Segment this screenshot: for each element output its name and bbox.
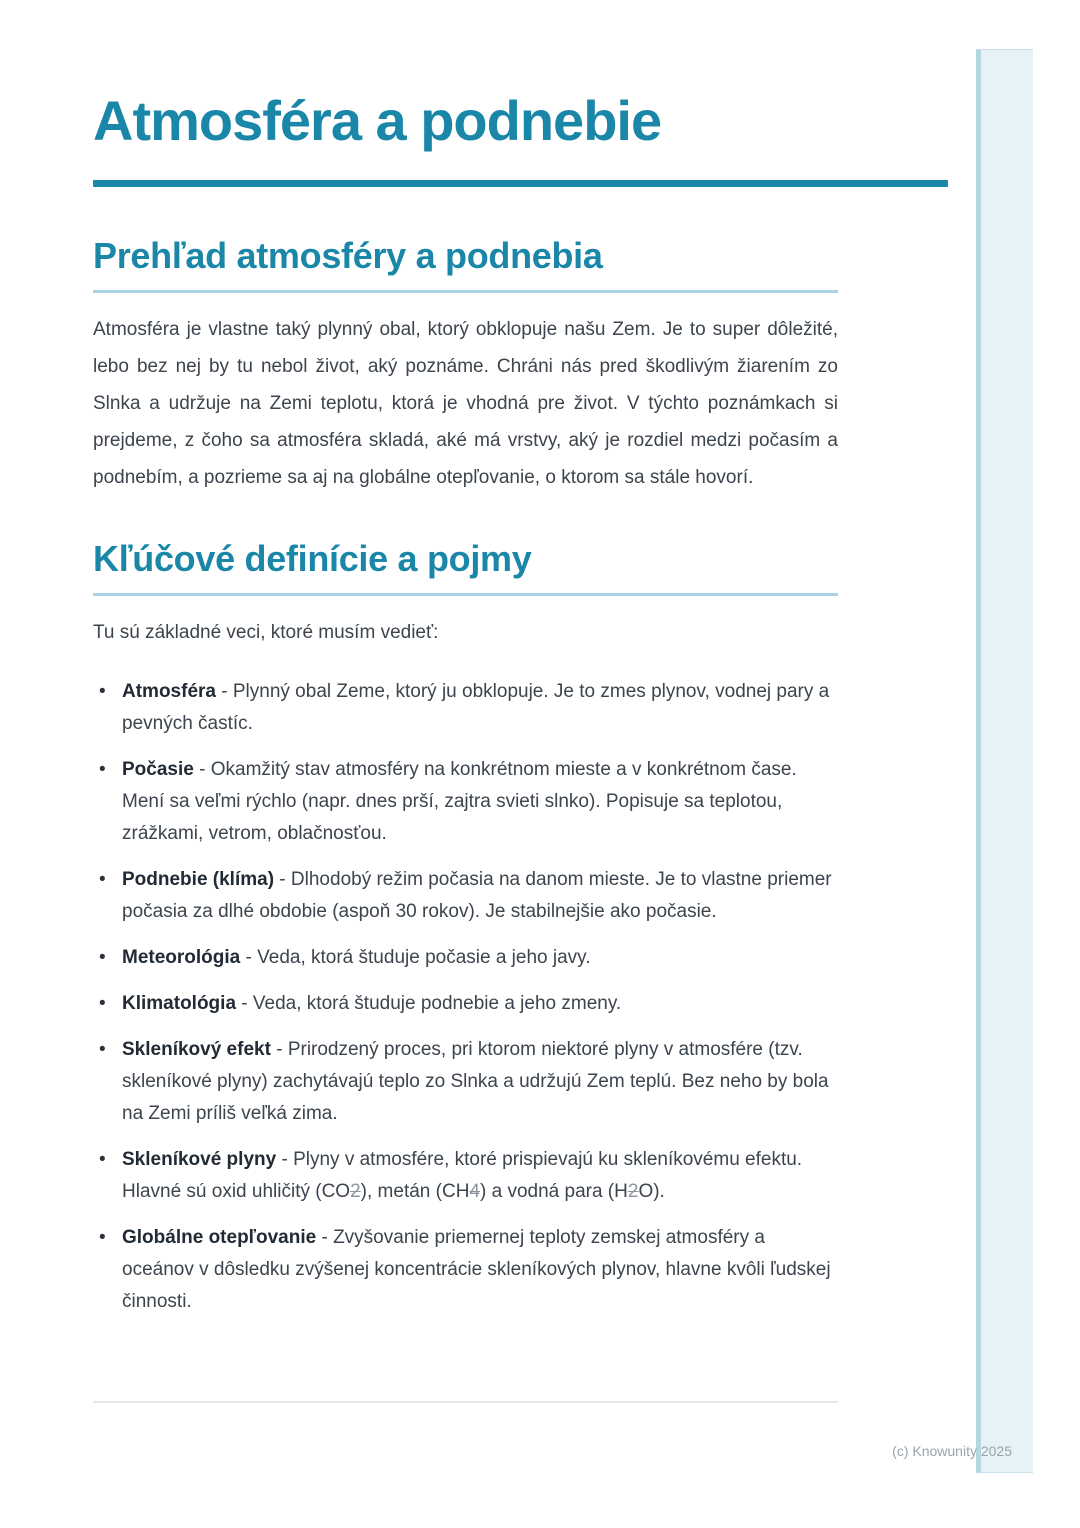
definition-item — [93, 988, 838, 1020]
definition-term: Podnebie (klíma) — [122, 869, 275, 890]
term-separator: - — [316, 1227, 334, 1248]
definition-item — [93, 1222, 838, 1318]
term-separator: - — [270, 1039, 288, 1060]
term-separator: - — [193, 759, 211, 780]
definition-item — [93, 1144, 838, 1208]
definition-item — [93, 942, 838, 974]
bullet-dot-icon: • — [99, 947, 106, 968]
strikethrough-subscript: 4 — [469, 1181, 480, 1202]
strikethrough-subscript: 2 — [350, 1181, 361, 1202]
term-separator: - — [276, 1149, 294, 1170]
copyright-text: (c) Knowunity 2025 — [892, 1443, 1012, 1459]
section-overview — [93, 235, 838, 496]
term-separator: - — [240, 947, 258, 968]
note-content — [93, 0, 838, 1332]
definitions-list — [93, 676, 838, 1318]
term-separator: - — [215, 681, 233, 702]
description-text: Okamžitý stav atmosféry na konkrétnom mieste a v konkrétnom čase. Mení sa veľmi rýchlo (napr. dnes prší, zajtra svieti slnko). Popisuje sa teplotou, zrážkami, vetrom, oblačnosťou. — [122, 759, 797, 844]
bullet-dot-icon: • — [99, 1227, 106, 1248]
description-text: Prirodzený proces, pri ktorom niektoré plyny v atmosfére (tzv. skleníkové plyny) zachytávajú teplo zo Slnka a udržujú Zem teplú. Bez neho by bola na Zemi príliš veľká zima. — [122, 1039, 829, 1124]
section-definitions — [93, 538, 838, 1318]
bullet-dot-icon: • — [99, 681, 106, 702]
definition-description — [122, 759, 797, 844]
definitions-intro: Tu sú základné veci, ktoré musím vedieť: — [93, 622, 439, 643]
definition-item — [93, 864, 838, 928]
title-divider — [93, 180, 948, 187]
definition-item — [93, 1034, 838, 1130]
overview-paragraph: Atmosféra je vlastne taký plynný obal, ktorý obklopuje našu Zem. Je to super dôležité, lebo bez nej by tu nebol život, aký poznáme. Chráni nás pred škodlivým žiarením zo Slnka a udržuje na Zemi teplotu, ktorá je vhodná pre život. V týchto poznámkach si prejdeme, z čoho sa atmosféra skladá, aké má vrstvy, aký je rozdiel medzi počasím a podnebím, a pozrieme sa aj na globálne otepľovanie, o ktorom sa stále hovorí. — [93, 319, 838, 488]
description-text: ), metán (CH — [360, 1181, 470, 1202]
page-title: Atmosféra a podnebie — [93, 89, 662, 152]
definitions-heading: Kľúčové definície a pojmy — [93, 538, 838, 596]
definition-term: Atmosféra — [122, 681, 216, 702]
bullet-dot-icon: • — [99, 1039, 106, 1060]
strikethrough-subscript: 2 — [627, 1181, 639, 1202]
description-text: Veda, ktorá študuje podnebie a jeho zmeny. — [252, 993, 622, 1014]
definition-description — [257, 947, 590, 968]
definition-term: Skleníkový efekt — [122, 1039, 271, 1060]
definition-item — [93, 676, 838, 740]
overview-heading: Prehľad atmosféry a podnebia — [93, 235, 838, 293]
description-text: Plyny v atmosfére, ktoré prispievajú ku skleníkovému efektu. Hlavné sú oxid uhličitý (CO — [122, 1149, 803, 1202]
definition-description — [253, 993, 621, 1014]
description-text: Zvyšovanie priemernej teploty zemskej atmosféry a oceánov v dôsledku zvýšenej koncentrácie skleníkových plynov, hlavne kvôli ľudskej činnosti. — [122, 1227, 831, 1312]
bullet-dot-icon: • — [99, 869, 106, 890]
description-text: Plynný obal Zeme, ktorý ju obklopuje. Je to zmes plynov, vodnej pary a pevných častíc. — [122, 681, 830, 734]
term-separator: - — [236, 993, 253, 1014]
definition-item — [93, 754, 838, 850]
description-text: Dlhodobý režim počasia na danom mieste. Je to vlastne priemer počasia za dlhé obdobie (aspoň 30 rokov). Je stabilnejšie ako počasie. — [122, 869, 832, 922]
right-margin-stripe — [976, 49, 1033, 1473]
term-separator: - — [274, 869, 291, 890]
bullet-dot-icon: • — [99, 993, 106, 1014]
definition-term: Skleníkové plyny — [122, 1149, 277, 1170]
footer-divider — [93, 1401, 838, 1403]
definition-term: Počasie — [122, 759, 194, 780]
definition-term: Globálne otepľovanie — [122, 1227, 317, 1248]
bullet-dot-icon: • — [99, 759, 106, 780]
definition-term: Klimatológia — [122, 993, 237, 1014]
description-text: ) a vodná para (H — [480, 1181, 628, 1202]
description-text: O). — [638, 1181, 665, 1202]
description-text: Veda, ktorá študuje počasie a jeho javy. — [257, 947, 591, 968]
definition-term: Meteorológia — [122, 947, 241, 968]
bullet-dot-icon: • — [99, 1149, 106, 1170]
